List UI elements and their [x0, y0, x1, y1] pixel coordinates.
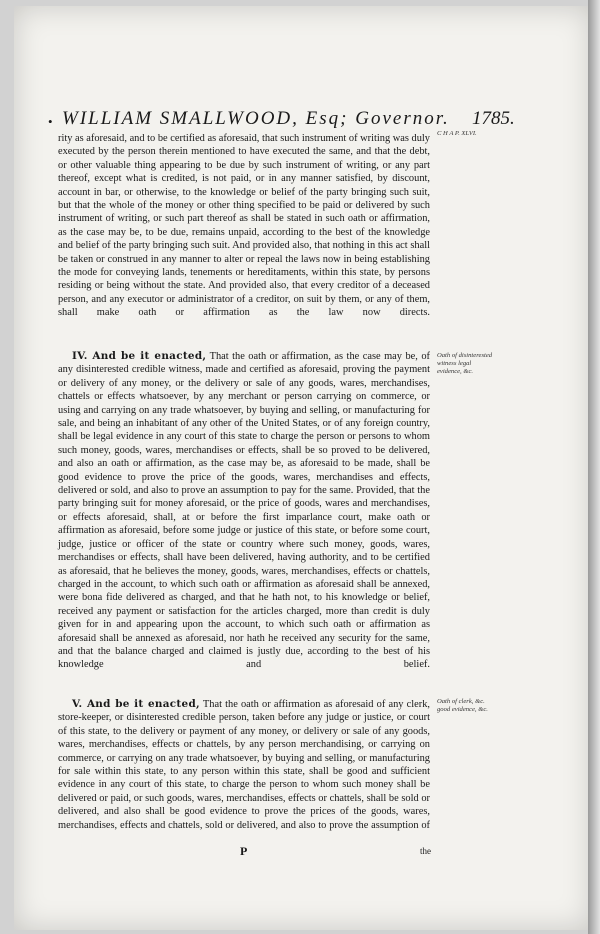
- paragraph-continuation: [58, 132, 430, 340]
- paragraph-section-v: [58, 698, 430, 844]
- paragraph-text: That the oath or affirmation as aforesaid of any clerk, store-keeper, or disinterested credible person, taken before any judge or justice, or court of this state, to the delivery or payment of any money, or delivery or sale of any goods, wares, merchandises, effects or chattels, by any person merchandising, or carrying on commerce, or carrying on any trade whatsoever, by buying and selling, or manufacturing for sale within this state, to any person within this state, shall be good and sufficient evidence in any court of this state, to charge the person to whom such money shall be delivered or paid, or such goods, wares, merchandises, effects or chattels, shall be sold or delivered, and also shall be good evidence to prove the prices of the goods, wares, merchandises, effects and chattels, sold or delivered, and also to prove the assumption of: [58, 699, 430, 831]
- margin-note-witness: Oath of disinterested witness legal evidence, &c.: [437, 352, 493, 375]
- section-lead: V. And be it enacted,: [72, 698, 200, 710]
- header-title: WILLIAM SMALLWOOD, Esq; Governor.: [62, 108, 450, 129]
- paragraph-section-iv: [58, 350, 430, 690]
- signature-mark: P: [240, 844, 248, 858]
- paragraph-text: rity as aforesaid, and to be certified as aforesaid, that such instrument of writing was duly executed by the person therein mentioned to have executed the same, and that the debt, or other valuable thing appearing to be due by such instrument of writing, or any part thereof, except what is credited, is not paid, or in any manner satisfied, by discount, account in bar, or otherwise, to the knowledge or belief of the party bringing such suit, but that the whole of the money or other thing specified to be paid or delivered by such instrument of writing, or such part thereof as shall be stated in such oath or affirmation, as the case may be, to be due, remains unpaid, according to the best of the knowledge and belief of the party bringing such suit. And provided also, that nothing in this act shall be taken or construed in any manner to alter or repeal the laws now in being establishing the mode for conveying lands, tenements or hereditaments, within this state, by persons residing or being without the state. And provided also, that every creditor of a deceased person, and any executor or administrator of a creditor, on suit by them, or any of them, shall make oath or affirmation as the law now directs.: [58, 133, 430, 319]
- margin-note-chapter: C H A P. XLVI.: [437, 130, 477, 137]
- section-lead: IV. And be it enacted,: [72, 350, 207, 362]
- header-year: 1785.: [472, 108, 515, 129]
- header-bullet: •: [48, 114, 53, 129]
- page-edge-shadow: [588, 0, 600, 934]
- catchword: the: [420, 846, 431, 856]
- paragraph-text: That the oath or affirmation, as the case may be, of any disinterested credible witness, made and certified as aforesaid, proving the payment or delivery of any money, or the delivery or sale of any goods, wares, merchandises, chattels or effects whatsoever, by any merchant or person carrying on commerce, or using and carrying on any trade whatsoever, by buying and selling, or manufacturing for sale, and being an inhabitant of any other of the United States, or of any foreign country, shall be legal evidence in any court of this state to charge the person or persons to whom such money, goods, wares, merchandises or effects, shall be so proved to be delivered, and also an oath or affirmation, as the case may be, as aforesaid to be made, shall be good evidence to prove the price of the goods, wares, merchandises and effects, delivered or sold, and also to prove an assumption to pay for the same. Provided, that the party bringing suit for money aforesaid, or the price of goods, wares and merchandises, or effects aforesaid, shall, at or before the first imparlance court, make oath or affirmation as aforesaid, before some judge or justice of this state, or before some court, judge, justice or officer of the state or country where such money, goods, wares, merchandises or effects, shall have been delivered, having authority, and to be certified as aforesaid, that he believes the money, goods, wares, merchandises, effects or chattels, charged in the account, to which such oath or affirmation as aforesaid shall be annexed, were bona fide delivered as charged, and that he hath not, to his knowledge or belief, received any payment or satisfaction for the articles charged, more than credit is duly given for in and appearing upon the account, to which such oath or affirmation as aforesaid shall be annexed as aforesaid, nor hath he received any security for the same, and that the balance charged and claimed is justly due, according to the best of his knowledge and belief.: [58, 351, 430, 671]
- margin-note-clerk: Oath of clerk, &c. good evidence, &c.: [437, 698, 488, 713]
- running-header: [48, 108, 548, 132]
